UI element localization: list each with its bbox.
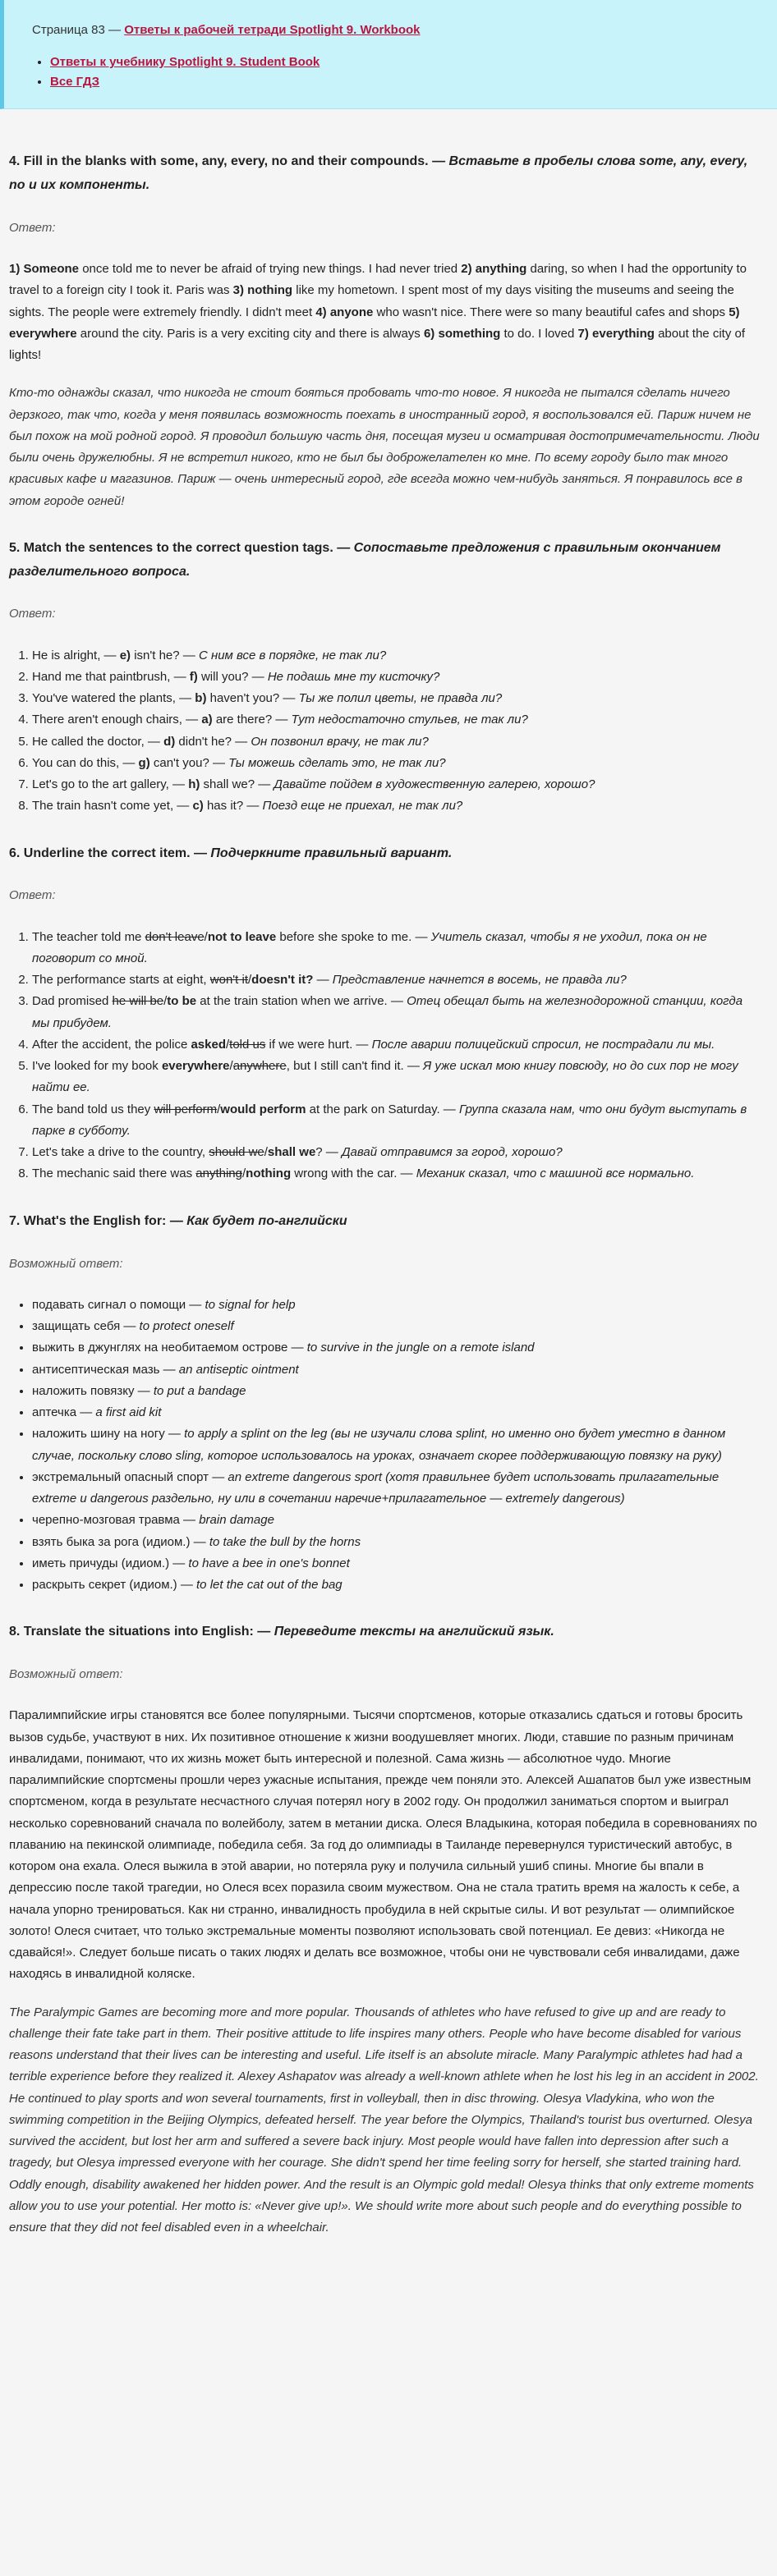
list-item (32, 645, 762, 667)
translation-text: Давай отправимся за город, хорошо? (341, 1145, 563, 1160)
workbook-answers-link[interactable]: Ответы к рабочей тетради Spotlight 9. Workbook (124, 23, 421, 37)
list-item (32, 1381, 762, 1402)
list-item (32, 1316, 762, 1337)
english-phrase: a first aid kit (95, 1405, 162, 1420)
option-separator: / (229, 1059, 233, 1074)
answer-label: Возможный ответ: (9, 1667, 123, 1682)
russian-phrase: подавать сигнал о помощи — (32, 1297, 205, 1312)
correct-option: asked (191, 1037, 226, 1052)
russian-phrase: выжить в джунглях на необитаемом острове — (32, 1341, 307, 1355)
option-separator: / (264, 1145, 268, 1160)
english-phrase: to protect oneself (139, 1319, 234, 1334)
wrong-option: anywhere (232, 1059, 287, 1074)
answer-word: 1) Someone (9, 262, 80, 277)
wrong-option: told us (229, 1037, 266, 1052)
exercise-6-title: 6. Underline the correct item. — Подчеркните правильный вариант. (9, 846, 453, 860)
wrong-option: he will be (112, 994, 164, 1009)
answer-word: 5) everywhere (9, 305, 740, 341)
answer-label: Возможный ответ: (9, 1256, 123, 1271)
translation-text: Группа сказала нам, что они будут выступать в парке в субботу. (32, 1102, 747, 1138)
correct-option: not to leave (207, 929, 277, 944)
answer-label: Ответ: (9, 888, 56, 903)
list-item (32, 1359, 762, 1381)
russian-phrase: защищать себя — (32, 1319, 140, 1334)
exercise-7-answer-list (9, 1295, 762, 1597)
sentence-text: at the park on Saturday. — (306, 1102, 459, 1116)
correct-option: to be (167, 994, 197, 1009)
russian-phrase: раскрыть секрет (идиом.) — (32, 1578, 197, 1593)
sentence-text: if we were hurt. — (265, 1037, 372, 1052)
sentence-text: wrong with the car. — (291, 1167, 416, 1181)
list-item (32, 1056, 762, 1099)
english-phrase: to signal for help (205, 1297, 296, 1312)
answer-key: c) (192, 799, 204, 814)
text-fragment: daring, so when I had the opportunity to travel to a foreign city I took it. Paris was (9, 262, 747, 298)
text-fragment: to do. I loved (500, 326, 578, 341)
russian-phrase: взять быка за рога (идиом.) — (32, 1534, 209, 1549)
list-item (32, 688, 762, 709)
sentence-text: ? — (315, 1145, 342, 1160)
question-tag: haven't you? — (206, 691, 299, 706)
sentence-text: You can do this, — (32, 755, 139, 770)
translation-text: Механик сказал, что с машиной все нормально. (416, 1167, 695, 1181)
sentence-text: The train hasn't come yet, — (32, 799, 193, 814)
sentence-text: The performance starts at eight, (32, 973, 210, 988)
option-separator: / (217, 1102, 221, 1116)
exercise-8-title: 8. Translate the situations into English: — Переведите тексты на английский язык. (9, 1625, 554, 1639)
answer-word: 7) everything (577, 326, 655, 341)
list-item (32, 1553, 762, 1574)
wrong-option: will perform (154, 1102, 218, 1116)
english-phrase: to have a bee in one's bonnet (188, 1556, 350, 1570)
text-fragment: about the city of lights! (9, 326, 745, 363)
exercise-4-answer-text (9, 259, 762, 366)
list-item (32, 1423, 762, 1467)
russian-phrase: черепно-мозговая травма — (32, 1513, 200, 1528)
text-fragment: who wasn't nice. There were so many beautiful cafes and shops (373, 305, 729, 319)
list-item (32, 1142, 762, 1163)
russian-phrase: наложить шину на ногу — (32, 1427, 185, 1442)
page-line (32, 20, 761, 41)
list-item (32, 1034, 762, 1056)
sentence-text: before she spoke to me. — (276, 929, 431, 944)
english-phrase: to apply a splint on the leg (вы не изучали слова splint, но именно оно будет уместно в данном случае, поскольку слово sling, которое использовалось на уроках, означает скорее поддерживающую повязку на руку) (32, 1427, 726, 1463)
english-phrase: brain damage (199, 1513, 274, 1528)
translation-text: После аварии полицейский спросил, не пострадали ли мы. (371, 1037, 715, 1052)
sentence-text: Hand me that paintbrush, — (32, 669, 190, 684)
list-item (32, 927, 762, 970)
translation-text: Не подашь мне ту кисточку? (267, 669, 440, 684)
answer-label: Ответ: (9, 220, 56, 235)
question-tag: has it? — (203, 799, 263, 814)
page-navigation-box (0, 0, 777, 109)
list-item (32, 1337, 762, 1359)
list-item (32, 667, 762, 688)
russian-phrase: наложить повязку — (32, 1383, 154, 1398)
list-item (32, 1099, 762, 1143)
question-tag: shall we? — (200, 777, 274, 792)
exercise-4 (9, 150, 762, 198)
option-separator: / (204, 929, 208, 944)
russian-phrase: антисептическая мазь — (32, 1362, 179, 1377)
translation-text: Я уже искал мою книгу повсюду, но до сих пор не могу найти ее. (32, 1059, 738, 1095)
list-item (32, 991, 762, 1034)
translation-text: С ним все в порядке, не так ли? (198, 648, 387, 662)
question-tag: can't you? — (149, 755, 229, 770)
option-separator: / (241, 1167, 246, 1181)
correct-option: would perform (220, 1102, 306, 1116)
sentence-text: Let's go to the art gallery, — (32, 777, 189, 792)
text-fragment: around the city. Paris is a very exciting city and there is always (76, 326, 424, 341)
answer-key: b) (195, 691, 207, 706)
list-item (32, 731, 762, 753)
question-tag: are there? — (212, 713, 292, 727)
sentence-text: You've watered the plants, — (32, 691, 195, 706)
nav-links-list (32, 53, 761, 92)
exercise-4-title: 4. Fill in the blanks with some, any, every, no and their compounds. — Вставьте в пробелы слова some, any, every, no и их компоненты. (9, 154, 748, 193)
wrong-option: anything (195, 1167, 242, 1181)
exercise-8-english-text: The Paralympic Games are becoming more and more popular. Thousands of athletes who have refused to give up and are ready to challenge their fate take part in them. Their positive attitude to life inspires many others. People who have become disabled for various reasons understand that their lives can be interesting and useful. Life itself is an absolute miracle. Many Paralympic athletes had had a terrible experience before they realized it. Alexey Ashapatov was already a well-known athlete when he lost his leg in an accident in 2002. He continued to play sports and won several tournaments, first in volleyball, then in disc throwing. Olesya Vladykina, who won the swimming competition in the Beijing Olympics, defeated herself. The year before the Olympics, Thailand's tourist bus overturned. Olesya survived the accident, but lost her arm and suffered a severe back injury. Most people would have fallen into depression after such a tragedy, but Olesya impressed everyone with her courage. She didn't spend her time feeling sorry for herself, she started training hard. Oddly enough, disability awakened her hidden power. And the result is an Olympic gold medal! Olesya thinks that only extreme moments allow you to use your potential. Her motto is: «Never give up!». We should write more about such people and do everything possible to ensure that they did not feel disabled even in a wheelchair. (9, 2005, 759, 2235)
answer-key: d) (163, 734, 176, 749)
list-item (32, 1163, 762, 1185)
translation-text: Он позвонил врачу, не так ли? (251, 734, 429, 749)
answer-key: a) (201, 713, 213, 727)
page-prefix: Страница 83 — (32, 23, 122, 37)
translation-text: Поезд еще не приехал, не так ли? (262, 799, 463, 814)
sentence-text: There aren't enough chairs, — (32, 713, 202, 727)
question-tag: isn't he? — (131, 648, 199, 662)
translation-text: Представление начнется в восемь, не правда ли? (332, 973, 627, 988)
correct-option: nothing (246, 1167, 292, 1181)
answer-word: 6) something (423, 326, 501, 341)
sentence-text: — (313, 973, 333, 988)
correct-option: everywhere (161, 1059, 230, 1074)
answer-key: g) (138, 755, 150, 770)
list-item (32, 1467, 762, 1510)
sentence-text: The band told us they (32, 1102, 154, 1116)
russian-phrase: иметь причуды (идиом.) — (32, 1556, 189, 1570)
answer-label: Ответ: (9, 607, 56, 621)
translation-text: Давайте пойдем в художественную галерею, хорошо? (274, 777, 595, 792)
text-fragment: once told me to never be afraid of trying new things. I had never tried (79, 262, 462, 277)
list-item (32, 1532, 762, 1553)
main-content (0, 109, 777, 2271)
exercise-5-title: 5. Match the sentences to the correct question tags. — Сопоставьте предложения с правильным окончанием разделительного вопроса. (9, 540, 721, 579)
sentence-text: Let's take a drive to the country, (32, 1145, 209, 1160)
list-item (32, 1510, 762, 1531)
exercise-6-answer-list (9, 927, 762, 1185)
correct-option: shall we (267, 1145, 316, 1160)
wrong-option: don't leave (145, 929, 205, 944)
list-item (32, 1574, 762, 1596)
sentence-text: , but I still can't find it. — (286, 1059, 423, 1074)
translation-text: Ты можешь сделать это, не так ли? (228, 755, 446, 770)
sentence-text: at the train station when we arrive. — (196, 994, 407, 1009)
nav-link-item (50, 72, 761, 92)
list-item (32, 774, 762, 795)
russian-phrase: аптечка — (32, 1405, 96, 1420)
english-phrase: to put a bandage (153, 1383, 246, 1398)
translation-text: Тут недостаточно стульев, не так ли? (291, 713, 528, 727)
option-separator: / (248, 973, 252, 988)
sentence-text: He called the doctor, — (32, 734, 164, 749)
wrong-option: won't it (209, 973, 248, 988)
answer-word: 2) anything (461, 262, 527, 277)
translation-text: Учитель сказал, чтобы я не уходил, пока он не поговорит со мной. (32, 929, 707, 965)
list-item (32, 795, 762, 817)
exercise-7-title: 7. What's the English for: — Как будет по-английски (9, 1213, 347, 1228)
student-book-answers-link[interactable]: Ответы к учебнику Spotlight 9. Student Book (50, 55, 320, 70)
sentence-text: The teacher told me (32, 929, 145, 944)
translation-text: Ты же полил цветы, не правда ли? (298, 691, 503, 706)
exercise-5-answer-list (9, 645, 762, 818)
exercise-4-translation: Кто-то однажды сказал, что никогда не стоит бояться пробовать что-то новое. Я никогда не пытался сделать ничего дерзкого, так что, когда у меня появилась возможность поехать в иностранный город, я воспользовался ей. Париж ничем не был похож на мой родной город. Я проводил большую часть дня, посещая музеи и осматривая достопримечательности. Люди были очень дружелюбны. Я не встретил никого, кто не был бы доброжелателен ко мне. По всему городу было так много красивых кафе и магазинов. Париж — очень интересный город, где всегда можно чем-нибудь заняться. Я понравилось все в этом городе огней! (9, 386, 760, 508)
question-tag: didn't he? — (175, 734, 251, 749)
list-item (32, 1295, 762, 1316)
question-tag: will you? — (197, 669, 268, 684)
nav-link-item (50, 53, 761, 72)
english-phrase: to let the cat out of the bag (196, 1578, 343, 1593)
sentence-text: Dad promised (32, 994, 113, 1009)
correct-option: doesn't it? (251, 973, 314, 988)
english-phrase: to take the bull by the horns (209, 1534, 361, 1549)
sentence-text: I've looked for my book (32, 1059, 162, 1074)
text-fragment: like my hometown. I spent most of my days visiting the museums and seeing the sights. The people were extremely friendly. I didn't meet (9, 283, 734, 319)
russian-phrase: экстремальный опасный спорт — (32, 1469, 228, 1484)
sentence-text: The mechanic said there was (32, 1167, 196, 1181)
option-separator: / (163, 994, 168, 1009)
wrong-option: should we (209, 1145, 264, 1160)
list-item (32, 1402, 762, 1423)
english-phrase: to survive in the jungle on a remote island (306, 1341, 535, 1355)
all-gdz-link[interactable]: Все ГДЗ (50, 75, 100, 89)
list-item (32, 709, 762, 731)
sentence-text: He is alright, — (32, 648, 120, 662)
list-item (32, 753, 762, 774)
translation-text: Отец обещал быть на железнодорожной станции, когда мы прибудем. (32, 994, 743, 1030)
english-phrase: an extreme dangerous sport (хотя правильнее будет использовать прилагательные extreme и dangerous раздельно, ну или в сочетании наречие+прилагательное — extremely dangerous) (32, 1469, 720, 1506)
option-separator: / (226, 1037, 230, 1052)
english-phrase: an antiseptic ointment (178, 1362, 299, 1377)
answer-key: e) (119, 648, 131, 662)
answer-word: 3) nothing (232, 283, 293, 298)
answer-key: h) (188, 777, 200, 792)
sentence-text: After the accident, the police (32, 1037, 191, 1052)
answer-word: 4) anyone (315, 305, 374, 319)
answer-key: f) (189, 669, 198, 684)
exercise-8-russian-text: Паралимпийские игры становятся все более популярными. Тысячи спортсменов, которые отказались сдаться и готовы бросить вызов судьбе, участвуют в них. Их позитивное отношение к жизни воодушевляет многих. Люди, ставшие по разным причинам инвалидами, понимают, что их жизнь может быть интересной и полезной. Сама жизнь — абсолютное чудо. Многие паралимпийские спортсмены прошли через ужасные испытания, прежде чем поняли это. Алексей Ашапатов был уже известным спортсменом, когда в результате несчастного случая потерял ногу в 2002 году. Он продолжил заниматься спортом и выиграл несколько соревнований сначала по волейболу, затем в метании диска. Олеся Владыкина, которая победила в соревнованиях по плаванию на пекинской олимпиаде, победила себя. За год до олимпиады в Таиланде перевернулся туристический автобус, в котором она ехала. Олеся выжила в этой аварии, но потеряла руку и получила сильный ушиб спины. Многие бы впали в депрессию после такой трагедии, но Олеся всех поразила своим мужеством. Она не стала тратить время на жалость к себе, а начала упорно тренироваться. Как ни странно, инвалидность пробудила в ней скрытые силы. И вот результат — олимпийское золото! Олеся считает, что только экстремальные моменты позволяют использовать свой потенциал. Ее девиз: «Никогда не сдавайся!». Следует больше писать о таких людях и делать все возможное, чтобы они не чувствовали себя инвалидами, даже находясь в инвалидной коляске. (9, 1708, 757, 1982)
list-item (32, 969, 762, 991)
